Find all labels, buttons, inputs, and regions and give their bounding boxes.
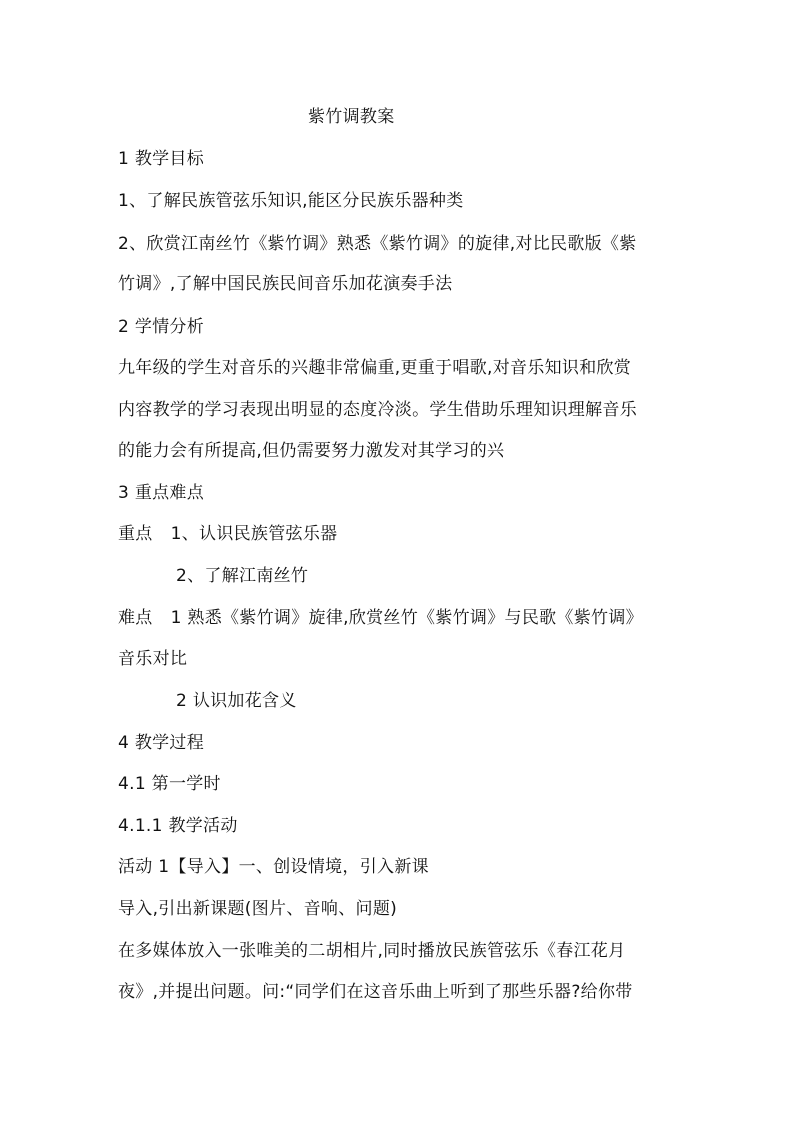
section-heading-objectives: 1 教学目标 xyxy=(118,149,205,169)
difficulty-item-1-line-1: 1 熟悉《紫竹调》旋律,欣赏丝竹《紫竹调》与民歌《紫竹调》 xyxy=(170,608,643,628)
objective-item-2-line-2: 竹调》,了解中国民族民间音乐加花演奏手法 xyxy=(118,274,453,294)
objective-item-2-line-1: 2、欣赏江南丝竹《紫竹调》熟悉《紫竹调》的旋律,对比民歌版《紫 xyxy=(118,234,637,254)
activity-1-subheading: 导入,引出新课题(图片、音响、问题) xyxy=(118,899,398,919)
subsection-heading-activities: 4.1.1 教学活动 xyxy=(118,816,238,836)
difficulty-item-2: 2 认识加花含义 xyxy=(176,691,297,711)
activity-1-para-line-1: 在多媒体放入一张唯美的二胡相片,同时播放民族管弦乐《春江花月 xyxy=(118,941,626,961)
subsection-heading-first-period: 4.1 第一学时 xyxy=(118,774,221,794)
difficulty-row-1 xyxy=(118,607,643,629)
key-item-1: 1、认识民族管弦乐器 xyxy=(170,524,338,544)
analysis-para-line-1: 九年级的学生对音乐的兴趣非常偏重,更重于唱歌,对音乐知识和欣赏 xyxy=(118,358,632,378)
activity-1-heading: 活动 1【导入】一、创设情境，引入新课 xyxy=(118,857,429,877)
difficulty-item-1-line-2: 音乐对比 xyxy=(118,649,188,669)
key-point-row-1 xyxy=(118,523,337,545)
section-heading-key-points: 3 重点难点 xyxy=(118,483,205,503)
analysis-para-line-2: 内容教学的学习表现出明显的态度冷淡。学生借助乐理知识理解音乐 xyxy=(118,400,637,420)
document-title: 紫竹调教案 xyxy=(308,107,395,127)
section-heading-process: 4 教学过程 xyxy=(118,733,205,753)
key-item-2: 2、了解江南丝竹 xyxy=(176,566,309,586)
section-heading-analysis: 2 学情分析 xyxy=(118,317,205,337)
difficulty-label: 难点 xyxy=(118,608,153,628)
key-label: 重点 xyxy=(118,524,153,544)
activity-1-para-line-2: 夜》,并提出问题。问:“同学们在这音乐曲上听到了那些乐器?给你带 xyxy=(118,982,633,1002)
analysis-para-line-3: 的能力会有所提高,但仍需要努力激发对其学习的兴 xyxy=(118,441,505,461)
objective-item-1: 1、了解民族管弦乐知识,能区分民族乐器种类 xyxy=(118,191,464,211)
